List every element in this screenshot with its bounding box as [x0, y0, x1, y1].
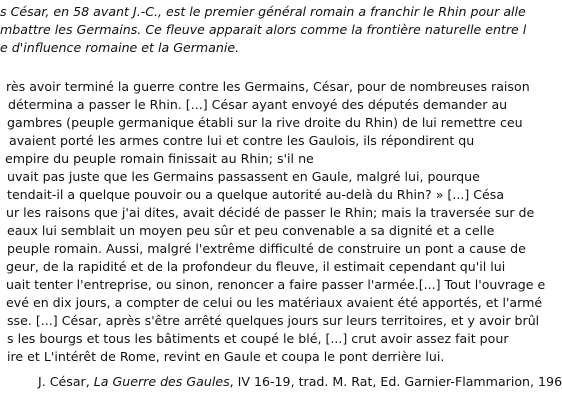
- quote-line: gambres (peuple germanique établi sur la rive droite du Rhin) de lui remettre ceu: [7, 115, 523, 130]
- quote-line: geur, de la rapidité et de la profondeur du fleuve, il estimait cependant qu'il lui: [6, 259, 506, 274]
- intro-line: s César, en 58 avant J.-C., est le premier général romain a franchir le Rhin pour alle: [0, 4, 526, 19]
- quote-line: tendait-il a quelque pouvoir ou a quelque autorité au-delà du Rhin? » [...] Césa: [7, 187, 505, 202]
- quote-line: evé en dix jours, a compter de celui ou les matériaux avaient été apportés, et l'armé: [6, 295, 543, 310]
- quote-line: ire et L'intérêt de Rome, revint en Gaule et coupa le pont derrière lui.: [7, 349, 445, 364]
- source-work-title: La Guerre des Gaules: [93, 374, 230, 389]
- quote-line: eaux lui semblait un moyen peu sûr et peu convenable a sa dignité et a celle: [7, 223, 495, 238]
- source-citation: [38, 374, 562, 390]
- intro-line: e d'influence romaine et la Germanie.: [0, 40, 240, 55]
- quote-line: uvait pas juste que les Germains passassent en Gaule, malgré lui, pourque: [7, 169, 480, 184]
- quote-line: détermina a passer le Rhin. [...] César ayant envoyé des députés demander au: [8, 97, 508, 112]
- quote-line: peuple romain. Aussi, malgré l'extrême difficulté de construire un pont a cause de: [7, 241, 526, 256]
- intro-line: mbattre les Germains. Ce fleuve apparait alors comme la frontière naturelle entre l: [0, 22, 527, 37]
- quote-line: rès avoir terminé la guerre contre les Germains, César, pour de nombreuses raison: [6, 79, 530, 94]
- quote-line: s les bourgs et tous les bâtiments et coupé le blé, [...] crut avoir assez fait pour: [7, 331, 509, 346]
- quote-line: sse. [...] César, après s'être arrêté quelques jours sur leurs territoires, et y avoir brûl: [7, 313, 540, 328]
- source-suffix: , IV 16-19, trad. M. Rat, Ed. Garnier-Flammarion, 196: [229, 374, 562, 389]
- source-prefix: J. César,: [38, 374, 94, 389]
- quote-line: avaient porté les armes contre lui et contre les Gaulois, ils répondirent qu: [9, 133, 475, 148]
- quote-line: ur les raisons que j'ai dites, avait décidé de passer le Rhin; mais la traversée sur de: [6, 205, 535, 220]
- quote-line: empire du peuple romain finissait au Rhin; s'il ne: [5, 151, 314, 166]
- quote-line: uait tenter l'entreprise, ou sinon, renoncer a faire passer l'armée.[...] Tout l'ouvrage e: [6, 277, 546, 292]
